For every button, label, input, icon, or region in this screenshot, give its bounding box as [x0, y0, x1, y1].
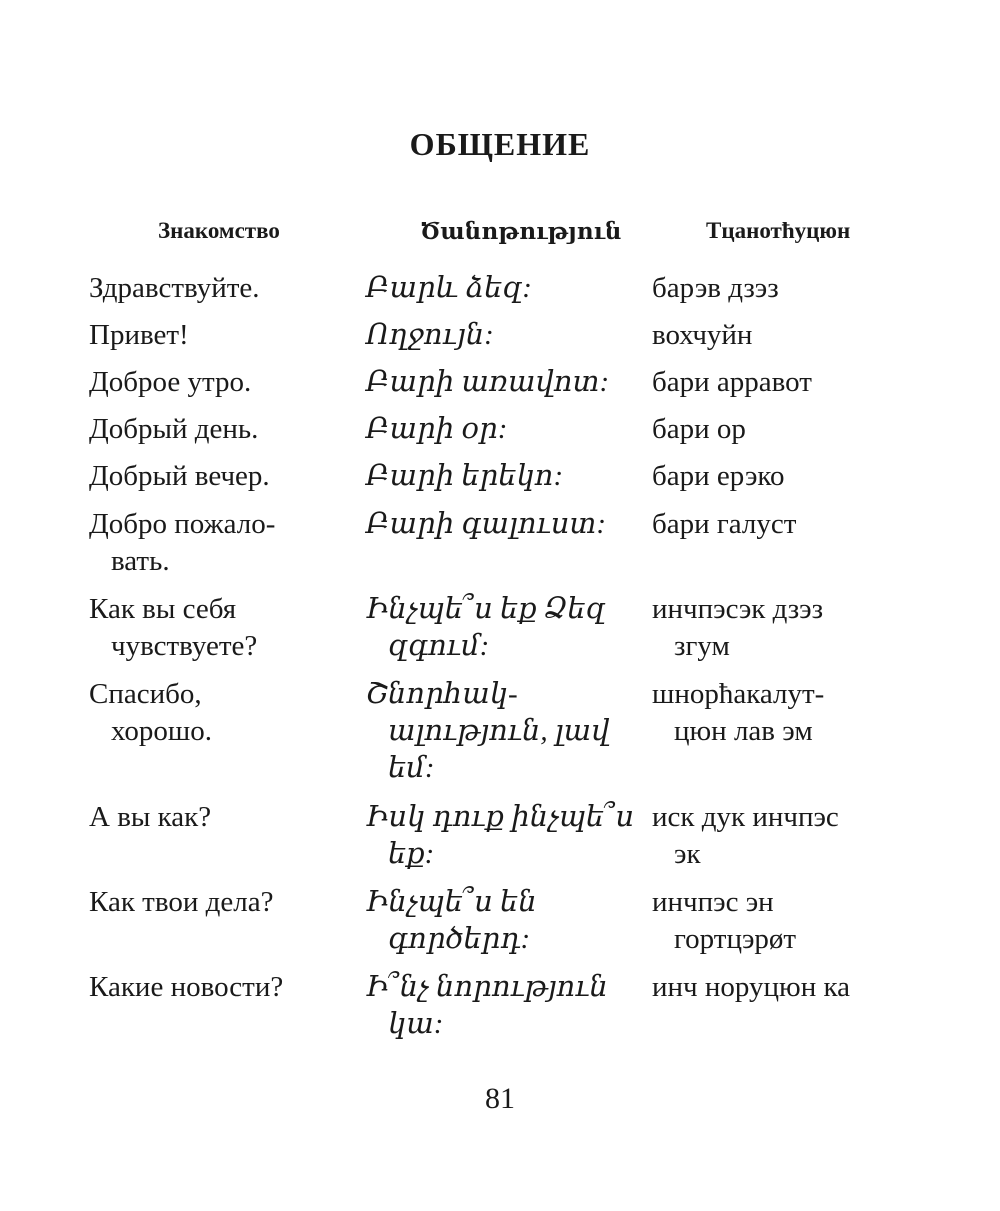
- phrase-armenian: Ինչպե՞ս են գործերդ:: [366, 886, 537, 955]
- phrase-armenian: Բարի գալուստ:: [366, 508, 607, 540]
- phrase-transcription: шнорħакалут- цюн лав эм: [652, 678, 825, 747]
- phrase-transcription: бари ор: [652, 413, 746, 445]
- phrase-armenian: Շնորհակ- ալություն, լավ եմ:: [366, 678, 610, 784]
- phrase-russian: Здравствуйте.: [89, 272, 260, 304]
- phrase-russian: А вы как?: [89, 801, 212, 833]
- column-header-transcription: Тцанотħуцюн: [706, 218, 851, 243]
- column-header-russian: Знакомство: [158, 218, 280, 243]
- phrase-transcription: барэв дзэз: [652, 272, 779, 304]
- phrase-armenian: Բարի առավոտ:: [366, 366, 610, 398]
- page-number: 81: [485, 1082, 515, 1115]
- phrase-russian: Как твои дела?: [89, 886, 274, 918]
- phrase-armenian: Ողջույն:: [366, 319, 494, 351]
- page-title: ОБЩЕНИЕ: [409, 126, 591, 162]
- phrase-armenian: Բարի երեկո:: [366, 460, 564, 492]
- phrase-transcription: инчпэсэк дзэз згум: [652, 593, 824, 662]
- phrase-russian: Доброе утро.: [89, 366, 252, 398]
- phrase-russian: Привет!: [89, 319, 189, 351]
- phrase-transcription: инч норуцюн ка: [652, 971, 850, 1003]
- phrase-russian: Добро пожало- вать.: [89, 508, 276, 577]
- phrase-russian: Как вы себя чувствуете?: [89, 593, 258, 662]
- phrase-russian: Спасибо, хорошо.: [89, 678, 212, 747]
- phrase-armenian: Ինչպե՞ս եք Ձեզ զգում:: [366, 593, 606, 662]
- column-header-armenian: Ծանոթություն: [420, 219, 622, 244]
- phrase-armenian: Բարև ձեզ:: [366, 272, 532, 304]
- phrase-transcription: бари галуст: [652, 508, 797, 540]
- phrase-russian: Добрый вечер.: [89, 460, 270, 492]
- phrase-transcription: иск дук инчпэс эк: [652, 801, 839, 870]
- phrase-transcription: вохчуйн: [652, 319, 753, 351]
- phrase-transcription: бари арравот: [652, 366, 812, 398]
- phrase-russian: Добрый день.: [89, 413, 259, 445]
- phrase-armenian: Իսկ դուք ինչպե՞ս եք:: [366, 801, 635, 870]
- phrase-transcription: бари ерэко: [652, 460, 785, 492]
- phrase-transcription: инчпэс эн гортцэрøт: [652, 886, 797, 955]
- phrase-armenian: Բարի օր:: [366, 413, 508, 445]
- phrase-armenian: Ի՞նչ նորություն կա:: [366, 971, 608, 1040]
- phrase-russian: Какие новости?: [89, 971, 284, 1003]
